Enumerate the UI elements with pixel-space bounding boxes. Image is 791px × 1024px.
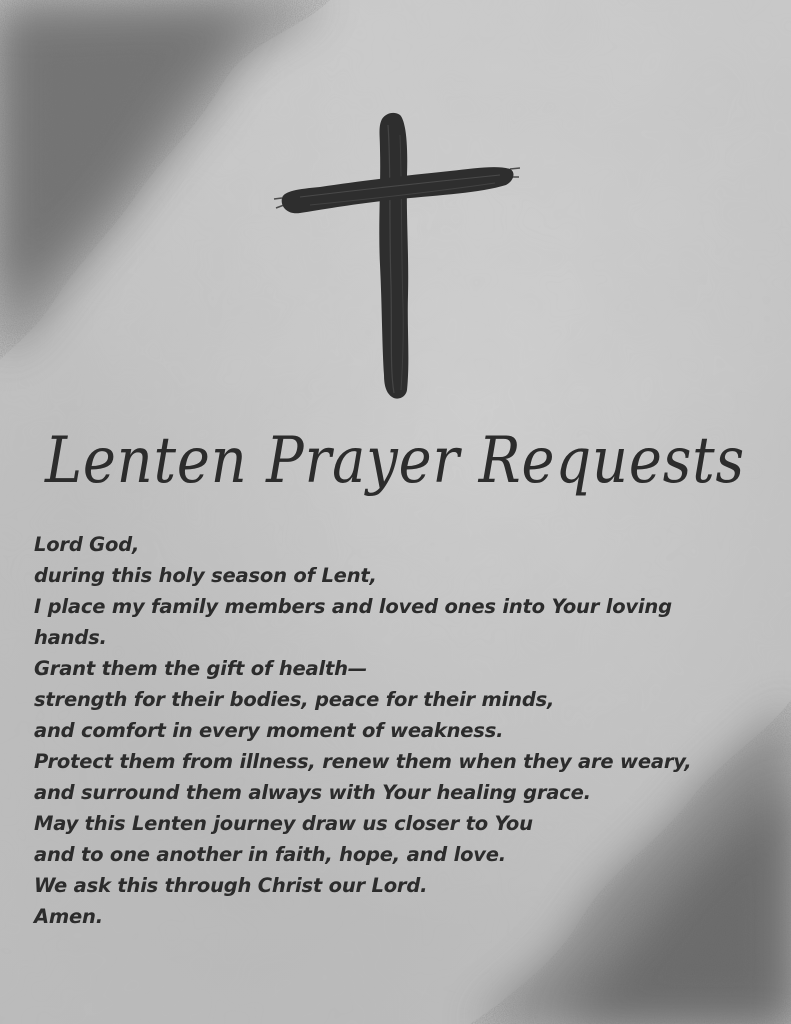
prayer-text [34,529,754,932]
prayer-line: and comfort in every moment of weakness. [34,719,504,742]
prayer-line: and to one another in faith, hope, and love. [34,843,507,866]
page-title [20,400,771,520]
prayer-line: strength for their bodies, peace for their minds, [34,688,555,711]
brushstroke-cross-icon [270,105,520,405]
prayer-line: Amen. [34,905,103,928]
prayer-line: hands. [34,626,107,649]
prayer-line: during this holy season of Lent, [34,564,377,587]
prayer-line: We ask this through Christ our Lord. [34,874,428,897]
prayer-line: Grant them the gift of health— [34,657,368,680]
prayer-line: I place my family members and loved ones into Your loving [34,595,672,618]
prayer-line: Protect them from illness, renew them when they are weary, [34,750,692,773]
page-title-text: Lenten Prayer Requests [44,424,745,498]
prayer-line: and surround them always with Your healing grace. [34,781,591,804]
prayer-line: Lord God, [34,533,140,556]
prayer-line: May this Lenten journey draw us closer to You [34,812,533,835]
